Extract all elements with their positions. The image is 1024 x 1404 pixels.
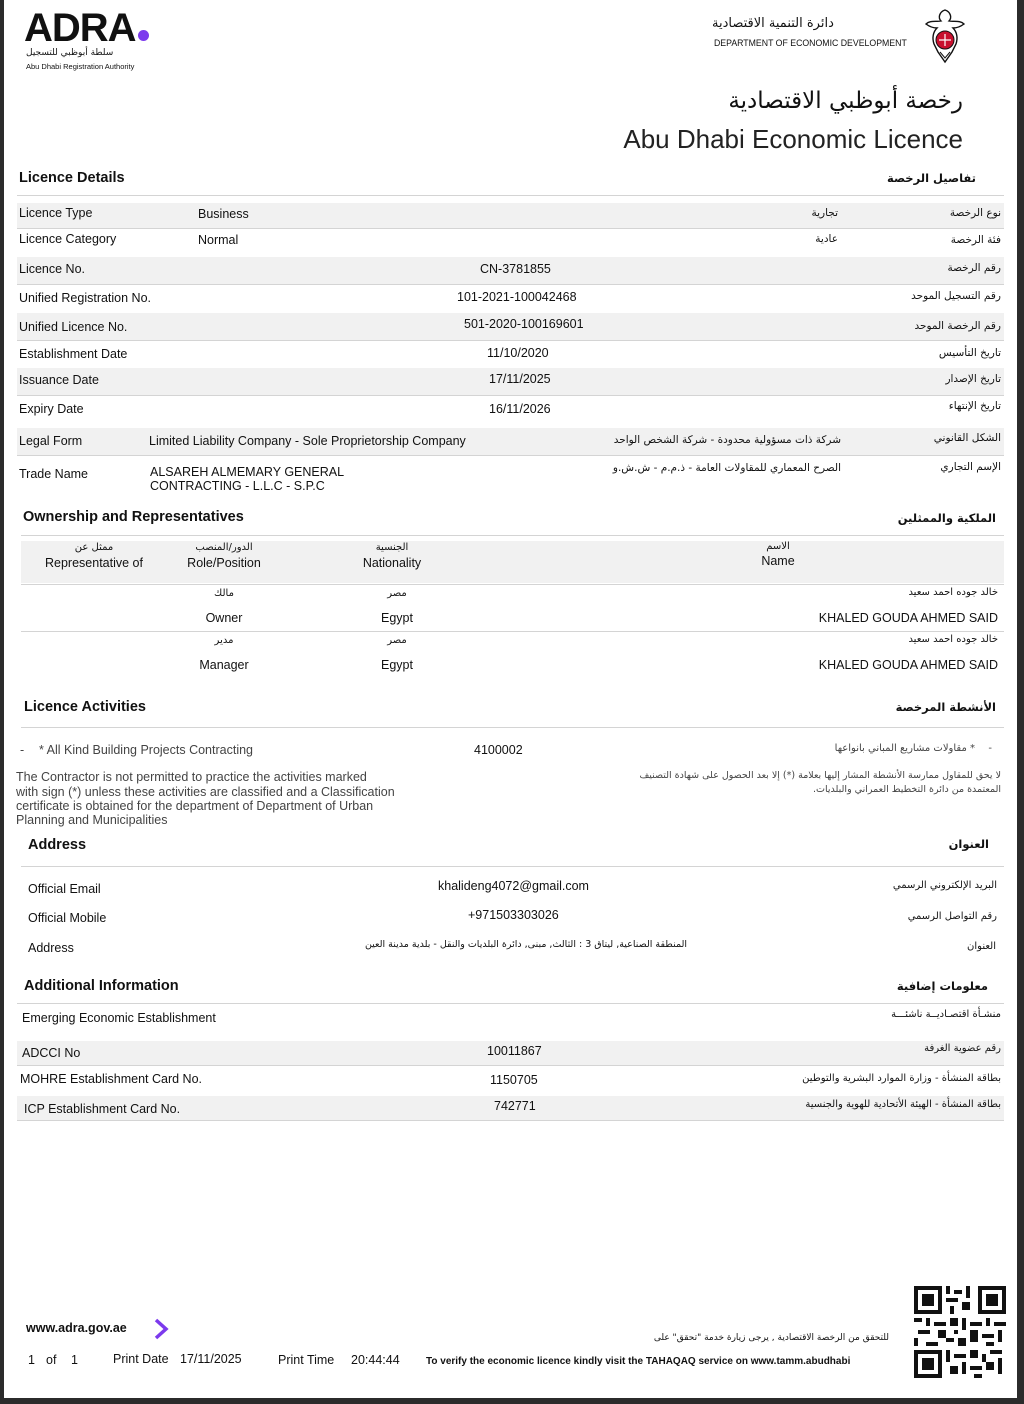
licence-type-value: Business: [198, 207, 249, 221]
adra-logo-text: ADRA: [24, 6, 136, 50]
official-mobile-value: +971503303026: [468, 908, 559, 922]
activities-heading: Licence Activities: [24, 699, 146, 715]
divider: [17, 455, 1004, 456]
unified-registration-value: 101-2021-100042468: [457, 290, 577, 304]
nationality-header-arabic: الجنسية: [375, 542, 409, 553]
activities-heading-arabic: الأنشطة المرخصة: [895, 700, 996, 714]
manager-nationality-arabic: مصر: [387, 635, 407, 646]
page-of: of: [46, 1353, 57, 1367]
activity-note-line2: with sign (*) unless these activities are classified and a Classification: [16, 785, 395, 799]
icp-label: ICP Establishment Card No.: [24, 1102, 181, 1116]
address-heading-arabic: العنوان: [948, 837, 989, 851]
activity-name-arabic: * مقاولات مشاريع المباني بانواعها: [834, 743, 975, 754]
website-link[interactable]: www.adra.gov.ae: [26, 1321, 127, 1335]
activity-code: 4100002: [474, 743, 523, 757]
trade-name-value-line2: CONTRACTING - L.L.C - S.P.C: [150, 479, 325, 493]
nationality-header: Nationality: [362, 556, 422, 570]
unified-licence-value: 501-2020-100169601: [464, 317, 584, 331]
ded-english: DEPARTMENT OF ECONOMIC DEVELOPMENT: [714, 38, 907, 49]
mohre-value: 1150705: [490, 1073, 538, 1087]
divider: [21, 535, 1004, 536]
adra-logo-dot: [138, 30, 149, 41]
issuance-date-label: Issuance Date: [19, 373, 99, 387]
activity-dash-arabic: -: [988, 743, 992, 754]
name-header-arabic: الاسم: [766, 541, 790, 552]
address-label-arabic: العنوان: [967, 941, 996, 952]
adra-logo-english: Abu Dhabi Registration Authority: [26, 62, 135, 71]
role-header: Role/Position: [187, 556, 261, 570]
print-date-label: Print Date: [113, 1352, 169, 1366]
unified-registration-label-arabic: رقم التسجيل الموحد: [911, 290, 1001, 302]
licence-category-label: Licence Category: [19, 232, 117, 246]
licence-type-label: Licence Type: [19, 206, 93, 220]
licence-category-value-arabic: عادية: [815, 233, 838, 245]
official-email-label: Official Email: [28, 882, 101, 896]
mohre-label: MOHRE Establishment Card No.: [20, 1072, 203, 1086]
expiry-date-value: 16/11/2026: [489, 402, 551, 416]
activity-note-arabic-line1: لا يحق للمقاول ممارسة الأنشطة المشار إليها بعلامة (*) إلا بعد الحصول على شهادة التصنيف: [639, 770, 1001, 781]
ownership-heading-arabic: الملكية والممثلين: [897, 511, 996, 525]
official-mobile-label-arabic: رقم التواصل الرسمي: [907, 911, 997, 922]
legal-form-value: Limited Liability Company - Sole Proprietorship Company: [149, 434, 466, 448]
licence-details-heading: Licence Details: [19, 170, 125, 186]
adra-logo-arabic: سلطة أبوظبي للتسجيل: [26, 48, 114, 58]
unified-registration-label: Unified Registration No.: [19, 291, 152, 305]
adcci-label-arabic: رقم عضوية الغرفة: [924, 1043, 1001, 1054]
additional-info-heading-arabic: معلومات إضافية: [896, 979, 988, 993]
ded-arabic: دائرة التنمية الاقتصادية: [712, 16, 834, 31]
official-email-value: khalideng4072@gmail.com: [438, 879, 589, 893]
manager-role-arabic: مدير: [214, 635, 234, 646]
official-mobile-label: Official Mobile: [28, 911, 107, 925]
trade-name-value-arabic: الصرح المعماري للمقاولات العامة - ذ.م.م - ش.ش.و: [612, 462, 841, 474]
representative-header-arabic: ممثل عن: [74, 542, 114, 553]
divider: [17, 340, 1004, 341]
issuance-date-label-arabic: تاريخ الإصدار: [945, 373, 1001, 385]
licence-no-label-arabic: رقم الرخصة: [947, 262, 1001, 274]
licence-type-value-arabic: تجارية: [811, 207, 838, 219]
licence-details-heading-arabic: تفاصيل الرخصة: [887, 171, 976, 185]
divider: [21, 727, 1004, 728]
owner-role-arabic: مالك: [214, 588, 234, 599]
establishment-date-label: Establishment Date: [19, 347, 128, 361]
divider: [21, 631, 1004, 632]
legal-form-label-arabic: الشكل القانوني: [933, 432, 1001, 444]
licence-category-label-arabic: فئة الرخصة: [950, 234, 1001, 246]
adcci-label: ADCCI No: [22, 1046, 81, 1060]
issuance-date-value: 17/11/2025: [489, 372, 551, 386]
expiry-date-label: Expiry Date: [19, 402, 84, 416]
expiry-date-label-arabic: تاريخ الإنتهاء: [948, 400, 1001, 412]
mohre-label-arabic: بطاقة المنشأة - وزارة الموارد البشرية والتوطين: [802, 1073, 1001, 1084]
qr-code-icon: [914, 1286, 1006, 1378]
establishment-date-label-arabic: تاريخ التأسيس: [938, 347, 1001, 359]
page-current: 1: [28, 1353, 35, 1367]
legal-form-label: Legal Form: [19, 434, 83, 448]
trade-name-label-arabic: الإسم التجاري: [940, 461, 1001, 473]
divider: [17, 284, 1004, 285]
emerging-establishment-label-arabic: منشـأة اقتصـاديــة ناشئـــة: [891, 1009, 1001, 1020]
unified-licence-label: Unified Licence No.: [19, 320, 128, 334]
address-label: Address: [28, 941, 74, 955]
divider: [21, 584, 1004, 585]
official-email-label-arabic: البريد الإلكتروني الرسمي: [892, 880, 997, 891]
print-time-label: Print Time: [278, 1353, 335, 1367]
owner-nationality-arabic: مصر: [387, 588, 407, 599]
divider: [17, 395, 1004, 396]
representative-header: Representative of: [45, 556, 143, 570]
legal-form-value-arabic: شركة ذات مسؤولية محدودة - شركة الشخص الواحد: [613, 434, 841, 446]
emerging-establishment-label: Emerging Economic Establishment: [22, 1011, 216, 1025]
manager-name: KHALED GOUDA AHMED SAID: [818, 658, 998, 672]
chevron-right-icon: [152, 1318, 170, 1340]
owner-role: Owner: [205, 611, 243, 625]
owner-name: KHALED GOUDA AHMED SAID: [818, 611, 998, 625]
trade-name-label: Trade Name: [19, 467, 89, 481]
unified-licence-label-arabic: رقم الرخصة الموحد: [914, 320, 1001, 332]
name-header: Name: [761, 554, 795, 568]
manager-nationality: Egypt: [381, 658, 413, 672]
document-title-arabic: رخصة أبوظبي الاقتصادية: [728, 88, 963, 114]
role-header-arabic: الدور/المنصب: [195, 542, 253, 553]
trade-name-value-line1: ALSAREH ALMEMARY GENERAL: [150, 465, 345, 479]
licence-no-value: CN-3781855: [480, 262, 551, 276]
additional-info-heading: Additional Information: [24, 978, 179, 994]
owner-name-arabic: خالد جوده احمد سعيد: [908, 587, 998, 598]
row-bg: [17, 203, 1004, 228]
licence-document: [4, 0, 1017, 1398]
licence-type-label-arabic: نوع الرخصة: [949, 207, 1001, 219]
manager-name-arabic: خالد جوده احمد سعيد: [908, 634, 998, 645]
divider: [17, 1065, 1004, 1066]
divider: [17, 1003, 1004, 1004]
verify-arabic: للتحقق من الرخصة الاقتصادية , يرجى زيارة خدمة "تحقق" على: [653, 1333, 889, 1343]
falcon-emblem-icon: [920, 6, 970, 66]
icp-value: 742771: [494, 1099, 536, 1113]
page-total: 1: [71, 1353, 78, 1367]
print-date: 17/11/2025: [180, 1352, 242, 1366]
activity-note-line1: The Contractor is not permitted to practice the activities marked: [16, 770, 367, 784]
establishment-date-value: 11/10/2020: [487, 346, 549, 360]
verify-english: To verify the economic licence kindly visit the TAHAQAQ service on www.tamm.abudhabi: [426, 1356, 851, 1367]
licence-no-label: Licence No.: [19, 262, 86, 276]
divider: [17, 1120, 1004, 1121]
adcci-value: 10011867: [487, 1044, 542, 1058]
divider: [17, 195, 1004, 196]
owner-nationality: Egypt: [381, 611, 413, 625]
address-heading: Address: [28, 837, 87, 853]
activity-note-arabic-line2: المعتمدة من دائرة التخطيط العمراني والبلديات.: [813, 784, 1001, 795]
activity-name: * All Kind Building Projects Contracting: [39, 743, 254, 757]
activity-note-line4: Planning and Municipalities: [16, 813, 168, 827]
adra-logo: [24, 6, 149, 51]
licence-category-value: Normal: [198, 233, 239, 247]
manager-role: Manager: [199, 658, 249, 672]
ownership-heading: Ownership and Representatives: [23, 509, 244, 525]
divider: [17, 228, 1004, 229]
icp-label-arabic: بطاقة المنشأة - الهيئة الأتحادية للهوية والجنسية: [805, 1099, 1001, 1110]
address-value-arabic: المنطقة الصناعية, ليتاق 3 : الثالث, مبنى, دائرة البلديات والنقل - بلدية مدينة العين: [364, 939, 687, 950]
print-time: 20:44:44: [351, 1353, 400, 1367]
activity-dash: -: [20, 743, 25, 757]
divider: [21, 866, 1004, 867]
document-title-english: Abu Dhabi Economic Licence: [623, 124, 963, 154]
activity-note-line3: certificate is obtained for the department of Department of Urban: [16, 799, 374, 813]
